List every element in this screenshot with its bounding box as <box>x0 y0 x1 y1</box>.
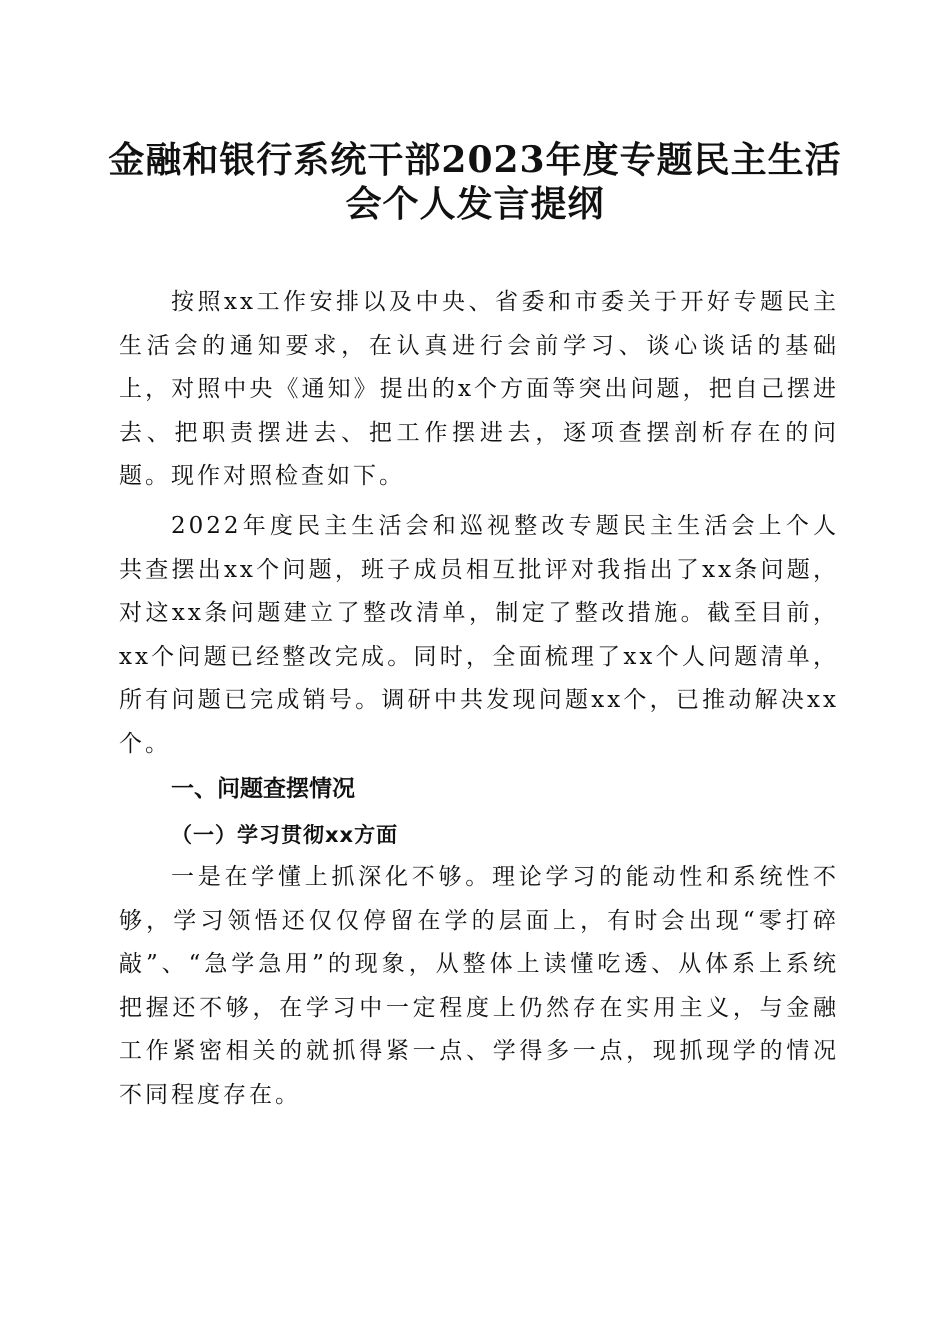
rectification-paragraph: 2022年度民主生活会和巡视整改专题民主生活会上个人共查摆出xx个问题，班子成员相互批评对我指出了xx条问题，对这xx条问题建立了整改清单，制定了整改措施。截至目前，xx个问题已经整改完成。同时，全面梳理了xx个人问题清单，所有问题已完成销号。调研中共发现问题xx个，已推动解决xx个。 <box>119 513 839 757</box>
section-heading: 一、问题查摆情况 <box>171 776 355 802</box>
document-title-line-1: 金融和银行系统干部2023年度专题民主生活 <box>108 139 842 181</box>
document-title-line-2: 会个人发言提纲 <box>345 183 605 225</box>
intro-paragraph: 按照xx工作安排以及中央、省委和市委关于开好专题民主生活会的通知要求，在认真进行会前学习、谈心谈话的基础上，对照中央《通知》提出的x个方面等突出问题，把自己摆进去、把职责摆进去、把工作摆进去，逐项查摆剖析存在的问题。现作对照检查如下。 <box>119 289 839 489</box>
problem-paragraph: 一是在学懂上抓深化不够。理论学习的能动性和系统性不够，学习领悟还仅仅停留在学的层面上，有时会出现“零打碎敲”、“急学急用”的现象，从整体上读懂吃透、从体系上系统把握还不够，在学习中一定程度上仍然存在实用主义，与金融工作紧密相关的就抓得紧一点、学得多一点，现抓现学的情况不同程度存在。 <box>119 864 839 1108</box>
subsection-heading: （一）学习贯彻xx方面 <box>171 823 399 847</box>
